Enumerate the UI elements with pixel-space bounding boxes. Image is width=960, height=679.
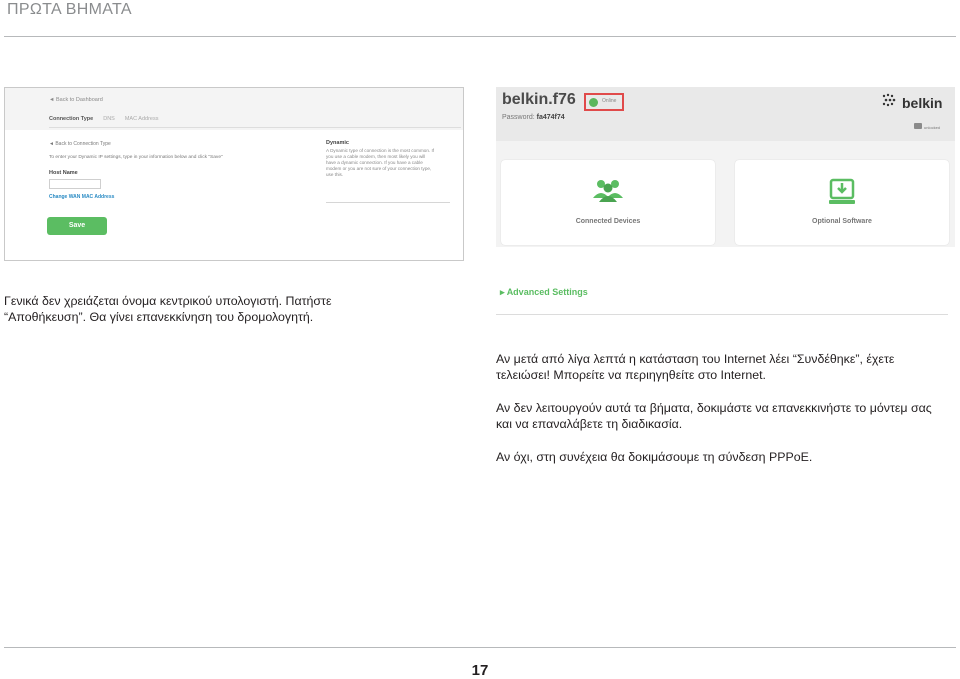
settings-tabs: [49, 116, 158, 122]
change-mac-link[interactable]: Change WAN MAC Address: [49, 194, 115, 200]
advanced-settings-link[interactable]: [500, 287, 588, 298]
password-value: fa474f74: [536, 114, 565, 121]
help-callout-line: [326, 202, 450, 203]
lock-icon: [914, 123, 922, 129]
footer-divider: [4, 647, 956, 648]
screenshot-top-band: [5, 88, 463, 130]
dashboard-screenshot: [496, 87, 955, 247]
host-name-input[interactable]: [49, 179, 101, 189]
belkin-logo-dots-icon: [881, 92, 899, 110]
save-button[interactable]: Save: [47, 217, 107, 235]
body-paragraph: Αν μετά από λίγα λεπτά η κατάσταση του Internet λέει “Συνδέθηκε”, έχετε τελειώσει! Μπορείτε να περιηγηθείτε στο Internet.: [496, 352, 895, 382]
section-title: ΠΡΩΤΑ ΒΗΜΑΤΑ: [7, 1, 132, 18]
connection-type-screenshot: [4, 87, 464, 261]
status-label: Online: [602, 98, 617, 104]
tile-label: Optional Software: [812, 218, 872, 225]
tab-connection-type[interactable]: Connection Type: [49, 116, 94, 122]
tile-label: Connected Devices: [575, 218, 641, 225]
dynamic-instructions: To enter your Dynamic IP settings, type in your information below and click "Save": [49, 155, 223, 160]
page-number: 17: [471, 662, 489, 679]
host-name-label: Host Name: [49, 170, 78, 176]
belkin-logo: belkin: [902, 95, 943, 111]
chevron-right-icon: ▸: [500, 287, 507, 297]
help-text: A Dynamic type of connection is the most common. If you use a cable modem, then most likely you will have a dynamic connection. If you have a cable modem or you are not sure of your connection type, use this.: [326, 148, 434, 177]
tab-divider: [49, 127, 461, 128]
online-status-dot-icon: [589, 98, 598, 107]
tab-mac-address[interactable]: MAC Address: [124, 116, 159, 122]
back-to-dashboard-link[interactable]: ◄ Back to Dashboard: [49, 97, 103, 103]
advanced-settings-divider: [496, 314, 948, 315]
password-line: [502, 114, 565, 121]
back-to-connection-type-link[interactable]: ◄ Back to Connection Type: [49, 141, 111, 147]
body-paragraph: Αν δεν λειτουργούν αυτά τα βήματα, δοκιμάστε να επανεκκινήστε το μόντεμ σας και να επαναλάβετε τη διαδικασία.: [496, 401, 932, 431]
optional-software-tile[interactable]: [735, 160, 949, 245]
tab-dns[interactable]: DNS: [103, 116, 115, 122]
password-label: Password:: [502, 114, 535, 121]
advanced-settings-label: Advanced Settings: [506, 287, 588, 297]
header-divider: [4, 36, 956, 37]
download-software-icon: [829, 178, 855, 206]
people-icon: [591, 178, 625, 202]
left-caption: Γενικά δεν χρειάζεται όνομα κεντρικού υπολογιστή. Πατήστε “Αποθήκευση”. Θα γίνει επανεκκίνηση του δρομολογητή.: [4, 294, 332, 324]
connected-devices-tile[interactable]: [501, 160, 715, 245]
body-paragraph: Αν όχι, στη συνέχεια θα δοκιμάσουμε τη σύνδεση PPPoE.: [496, 450, 813, 464]
network-name: belkin.f76: [502, 91, 576, 108]
help-title: Dynamic: [326, 140, 349, 146]
control-label: unlocked: [924, 125, 941, 130]
